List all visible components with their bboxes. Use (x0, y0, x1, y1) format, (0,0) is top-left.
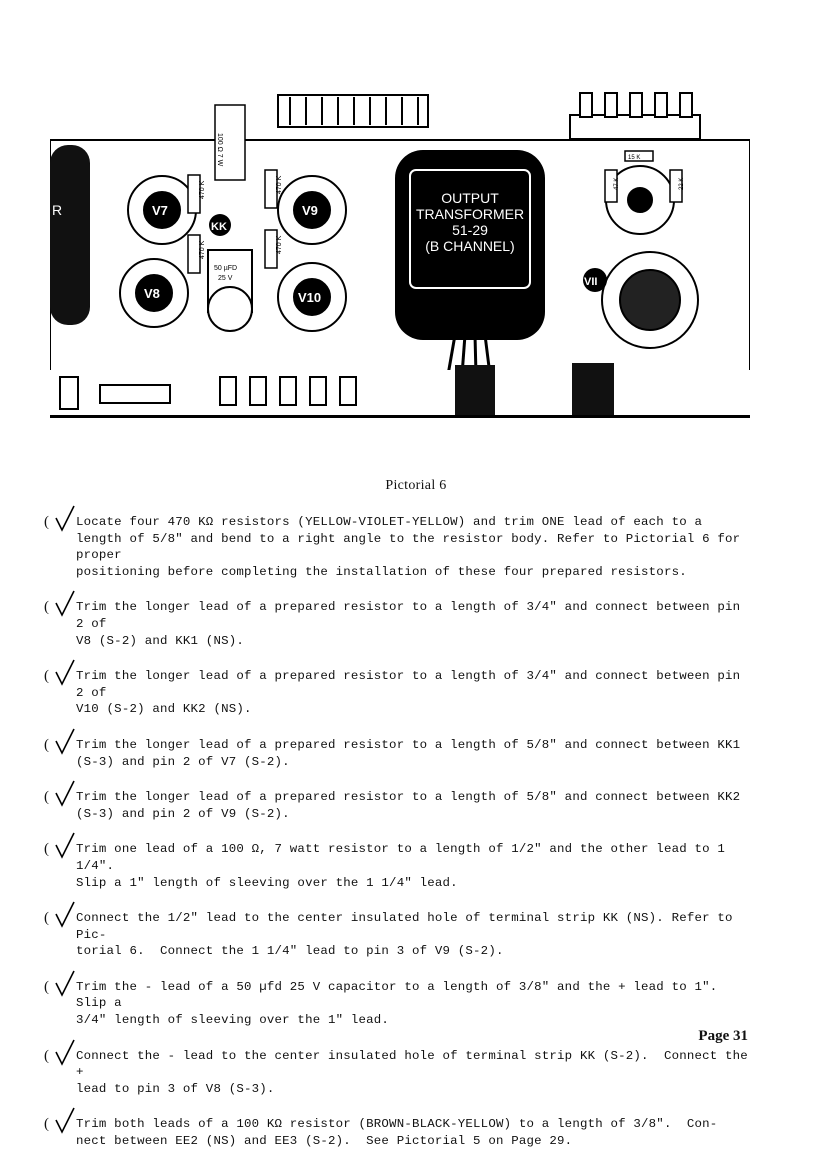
tube-label-v9: V9 (302, 203, 318, 218)
check-mark-icon (52, 658, 78, 688)
step-text: Trim the longer lead of a prepared resistor to a length of 5/8" and connect between KK1 (S-3) and pin 2 of V7 (S-2). (76, 737, 741, 769)
svg-text:470 K: 470 K (199, 180, 206, 199)
step-text: Connect the - lead to the center insulated hole of terminal strip KK (S-2). Connect the + lead to pin 3 of V8 (S-3). (76, 1048, 748, 1096)
step-checkbox[interactable]: ( (40, 783, 76, 822)
instruction-step (40, 731, 755, 770)
check-mark-icon (52, 504, 78, 534)
transformer-line-4: (B CHANNEL) (425, 238, 515, 254)
check-mark-icon (52, 831, 78, 861)
instruction-step (40, 1110, 755, 1149)
step-checkbox[interactable]: ( (40, 508, 76, 580)
check-mark-icon (52, 727, 78, 757)
instruction-step (40, 662, 755, 718)
check-mark-icon (52, 1038, 78, 1068)
svg-text:22 K: 22 K (679, 177, 685, 190)
step-text: Trim the longer lead of a prepared resistor to a length of 5/8" and connect between KK2 (S-3) and pin 2 of V9 (S-2). (76, 790, 741, 821)
check-mark-icon (52, 900, 78, 930)
right-terminal-block (570, 115, 700, 139)
step-checkbox[interactable]: ( (40, 731, 76, 770)
bottom-choke-left (455, 365, 495, 415)
check-mark-icon (52, 969, 78, 999)
pictorial-diagram (50, 85, 750, 425)
instruction-step (40, 904, 755, 960)
transformer-line-3: 51-29 (452, 222, 488, 238)
step-checkbox[interactable]: ( (40, 593, 76, 649)
svg-text:R: R (52, 202, 63, 218)
check-mark-icon (52, 589, 78, 619)
step-text: Trim both leads of a 100 KΩ resistor (BROWN-BLACK-YELLOW) to a length of 3/8". Con- nect between EE2 (NS) and EE3 (S-2). See Pictorial 5 on Page 29. (76, 1117, 718, 1149)
tube-label-v8: V8 (144, 286, 160, 301)
check-mark-icon (52, 1106, 78, 1136)
svg-text:15 K: 15 K (628, 155, 641, 161)
left-capacitor-can (50, 145, 90, 325)
step-text: Locate four 470 KΩ resistors (YELLOW-VIOLET-YELLOW) and trim ONE lead of each to a length of 5/8" and bend to a right angle to the resistor body. Refer to Pictorial 6 for proper positioning before completing the installation of these four prepared resistors. (76, 515, 741, 579)
figure-caption: Pictorial 6 (385, 478, 447, 493)
step-text: Trim the longer lead of a prepared resistor to a length of 3/4" and connect between pin 2 of V10 (S-2) and KK2 (NS). (76, 669, 741, 717)
tube-label-v11: VII (584, 276, 598, 288)
svg-text:470 K: 470 K (276, 175, 283, 194)
step-checkbox[interactable]: ( (40, 1042, 76, 1098)
kk-label: KK (211, 221, 227, 233)
step-text: Trim the - lead of a 50 µfd 25 V capacitor to a length of 3/8" and the + lead to 1". Slip a 3/4" length of sleeving over the 1" lead. (76, 979, 718, 1028)
svg-text:470 K: 470 K (199, 240, 206, 259)
svg-text:470 K: 470 K (276, 235, 283, 254)
instruction-list (40, 508, 755, 1163)
instruction-step (40, 973, 755, 1029)
step-checkbox[interactable]: ( (40, 1110, 76, 1149)
tube-label-v7: V7 (152, 203, 168, 218)
tube-socket-v11 (602, 252, 698, 348)
step-checkbox[interactable]: ( (40, 835, 76, 891)
check-mark-icon (52, 779, 78, 809)
instruction-step (40, 508, 755, 580)
step-checkbox[interactable]: ( (40, 973, 76, 1029)
step-checkbox[interactable]: ( (40, 904, 76, 960)
transformer-line-1: OUTPUT (441, 190, 499, 206)
step-text: Trim one lead of a 100 Ω, 7 watt resistor to a length of 1/2" and the other lead to 1 1/4". Slip a 1" length of sleeving over the 1 1/4" lead. (76, 842, 726, 890)
tube-label-v10: V10 (298, 290, 322, 305)
instruction-step (40, 835, 755, 891)
instruction-step (40, 593, 755, 649)
step-text: Trim the longer lead of a prepared resistor to a length of 3/4" and connect between pin 2 of V8 (S-2) and KK1 (NS). (76, 600, 741, 648)
svg-text:50 µFD: 50 µFD (214, 265, 238, 272)
svg-text:100 Ω 7 W: 100 Ω 7 W (216, 133, 223, 167)
transformer-line-2: TRANSFORMER (415, 206, 525, 222)
step-checkbox[interactable]: ( (40, 662, 76, 718)
svg-text:47 K: 47 K (614, 177, 620, 190)
page-number: Page 31 (698, 1028, 748, 1044)
bottom-choke-right (572, 363, 614, 415)
svg-text:25 V: 25 V (218, 275, 233, 282)
instruction-step (40, 783, 755, 822)
instruction-step (40, 1042, 755, 1098)
step-text: Connect the 1/2" lead to the center insulated hole of terminal strip KK (NS). Refer to Pic- torial 6. Connect the 1 1/4" lead to pin 3 of V9 (S-2). (76, 911, 733, 959)
